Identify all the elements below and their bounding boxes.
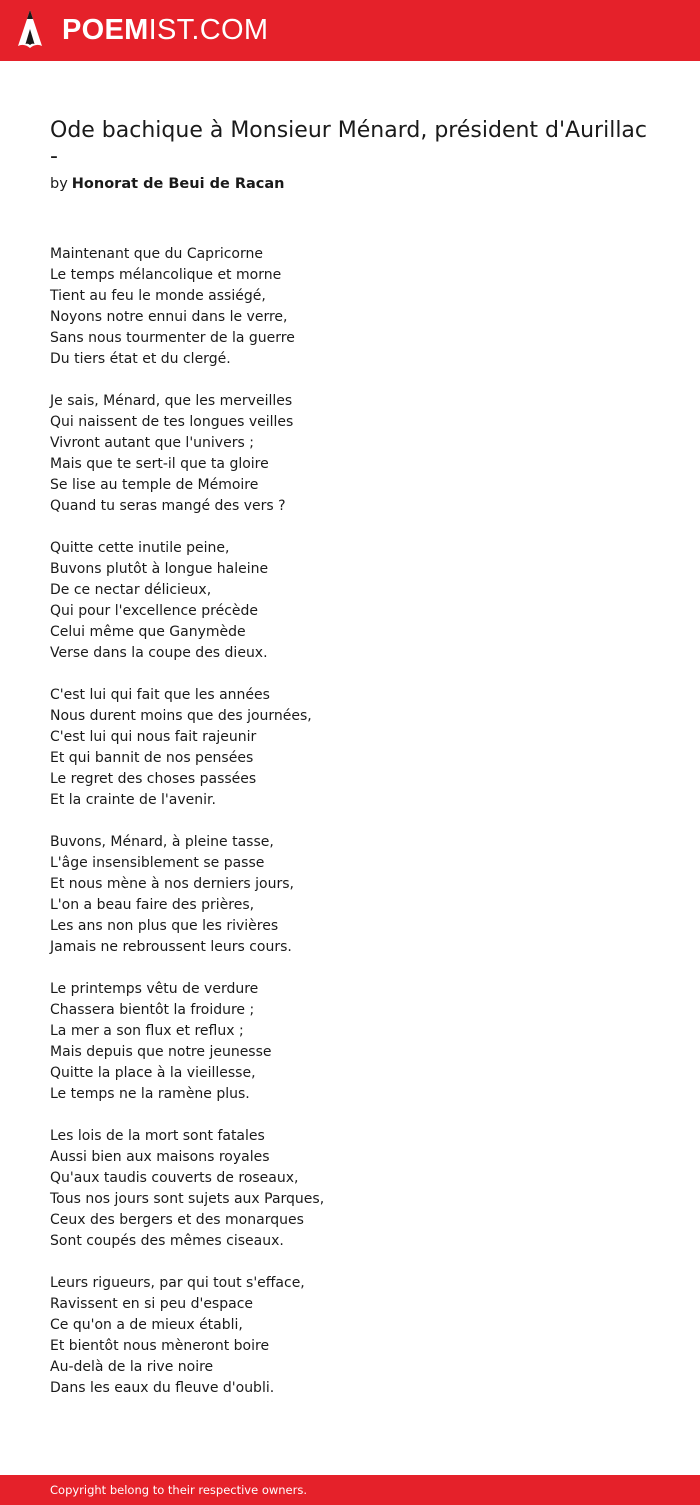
copyright-text: Copyright belong to their respective owners. <box>50 1483 308 1497</box>
poem-line: Dans les eaux du fleuve d'oubli. <box>50 1380 275 1396</box>
poem-body <box>50 244 650 1420</box>
poem-line: Le regret des choses passées <box>50 771 257 787</box>
poem-stanza <box>50 391 650 517</box>
poem-stanza <box>50 832 650 958</box>
poem-line: Ravissent en si peu d'espace <box>50 1296 253 1312</box>
poem-line: Verse dans la coupe des dieux. <box>50 645 268 661</box>
poem-line: Mais depuis que notre jeunesse <box>50 1044 272 1060</box>
site-header <box>0 0 700 61</box>
poem-line: Les ans non plus que les rivières <box>50 918 279 934</box>
poem-line: Le printemps vêtu de verdure <box>50 981 259 997</box>
by-label: by <box>50 176 68 192</box>
poem-stanza <box>50 538 650 664</box>
poem-line: Quitte cette inutile peine, <box>50 540 230 556</box>
poem-line: Quand tu seras mangé des vers ? <box>50 498 286 514</box>
poem-line: Sont coupés des mêmes ciseaux. <box>50 1233 284 1249</box>
poem-line: Ceux des bergers et des monarques <box>50 1212 304 1228</box>
poem-line: Leurs rigueurs, par qui tout s'efface, <box>50 1275 305 1291</box>
poem-line: Les lois de la mort sont fatales <box>50 1128 265 1144</box>
poem-line: L'âge insensiblement se passe <box>50 855 265 871</box>
poem-line: Celui même que Ganymède <box>50 624 246 640</box>
logo-text-light: IST.COM <box>148 14 269 46</box>
poem-stanza <box>50 244 650 370</box>
poem-line: Ce qu'on a de mieux établi, <box>50 1317 243 1333</box>
site-footer <box>0 1475 700 1505</box>
poem-line: Et bientôt nous mèneront boire <box>50 1338 270 1354</box>
poem-line: Je sais, Ménard, que les merveilles <box>50 393 293 409</box>
poem-line: Vivront autant que l'univers ; <box>50 435 254 451</box>
poem-line: Le temps mélancolique et morne <box>50 267 282 283</box>
poem-line: Et qui bannit de nos pensées <box>50 750 254 766</box>
poem-title: Ode bachique à Monsieur Ménard, président d'Aurillac - <box>50 118 648 169</box>
poem-line: Tous nos jours sont sujets aux Parques, <box>50 1191 325 1207</box>
poem-stanza <box>50 685 650 811</box>
poem-line: Noyons notre ennui dans le verre, <box>50 309 288 325</box>
poem-line: Qui pour l'excellence précède <box>50 603 259 619</box>
poem-line: Qu'aux taudis couverts de roseaux, <box>50 1170 299 1186</box>
poem-stanza <box>50 1273 650 1399</box>
poem-line: Au-delà de la rive noire <box>50 1359 214 1375</box>
poem-line: Sans nous tourmenter de la guerre <box>50 330 295 346</box>
poem-stanza <box>50 1126 650 1252</box>
poem-line: Se lise au temple de Mémoire <box>50 477 259 493</box>
poem-line: Buvons plutôt à longue haleine <box>50 561 269 577</box>
poem-line: La mer a son flux et reflux ; <box>50 1023 244 1039</box>
pencil-tip-icon[interactable] <box>17 9 43 52</box>
poem-line: Quitte la place à la vieillesse, <box>50 1065 256 1081</box>
poem-line: C'est lui qui nous fait rajeunir <box>50 729 257 745</box>
poem-line: Buvons, Ménard, à pleine tasse, <box>50 834 274 850</box>
poem-stanza <box>50 979 650 1105</box>
poem-line: Du tiers état et du clergé. <box>50 351 231 367</box>
poem-line: Et nous mène à nos derniers jours, <box>50 876 294 892</box>
poem-line: Nous durent moins que des journées, <box>50 708 312 724</box>
logo-text-bold: POEM <box>62 14 149 46</box>
byline <box>50 174 285 194</box>
author-name: Honorat de Beui de Racan <box>71 176 285 192</box>
poem-line: Le temps ne la ramène plus. <box>50 1086 250 1102</box>
poem-line: Mais que te sert-il que ta gloire <box>50 456 269 472</box>
poem-line: C'est lui qui fait que les années <box>50 687 270 703</box>
poem-line: De ce nectar délicieux, <box>50 582 212 598</box>
poem-line: L'on a beau faire des prières, <box>50 897 255 913</box>
poem-line: Maintenant que du Capricorne <box>50 246 263 262</box>
poem-line: Et la crainte de l'avenir. <box>50 792 216 808</box>
poem-line: Jamais ne rebroussent leurs cours. <box>50 939 292 955</box>
poem-line: Qui naissent de tes longues veilles <box>50 414 294 430</box>
poem-line: Aussi bien aux maisons royales <box>50 1149 270 1165</box>
site-logo[interactable] <box>62 12 268 48</box>
poem-line: Chassera bientôt la froidure ; <box>50 1002 255 1018</box>
poem-line: Tient au feu le monde assiégé, <box>50 288 266 304</box>
